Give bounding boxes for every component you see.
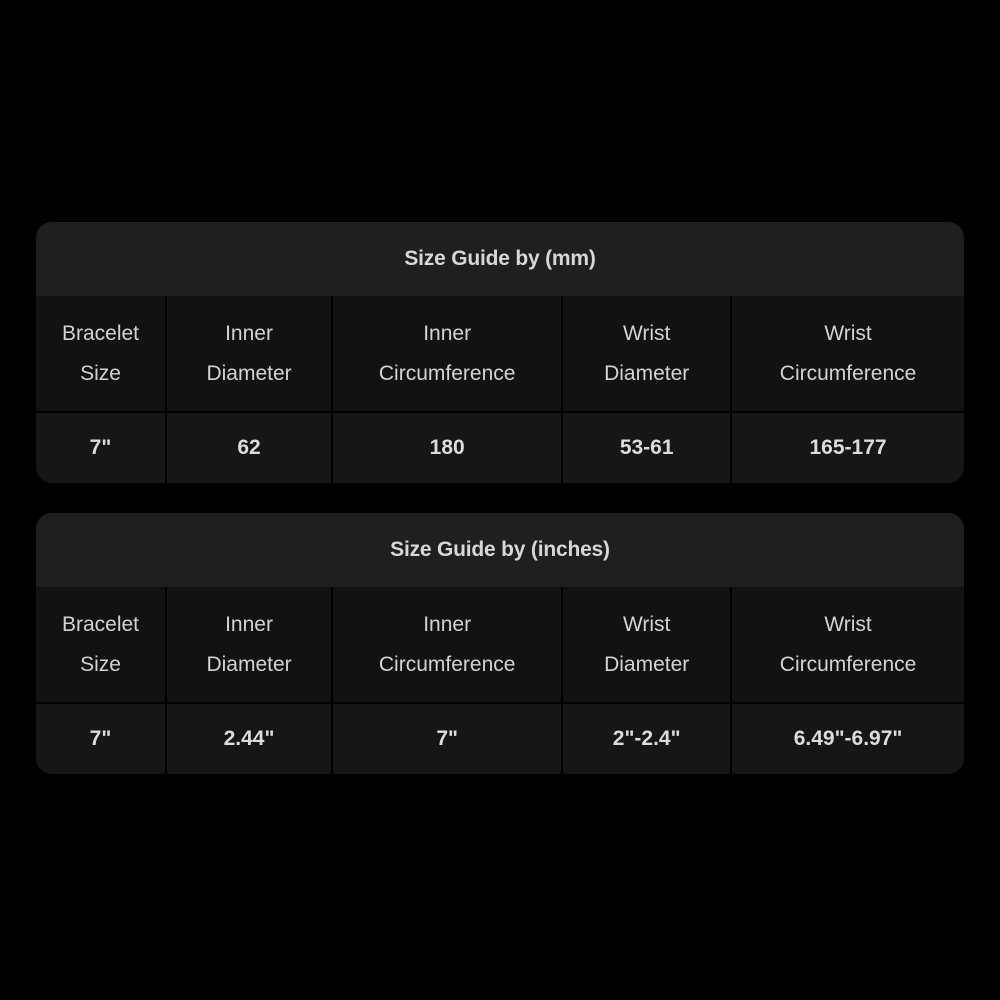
column-header-inner-circumference bbox=[331, 296, 561, 411]
cell-inner-circumference: 180 bbox=[331, 411, 561, 483]
column-header-bracelet-size bbox=[36, 587, 165, 702]
column-header-label: Bracelet Size bbox=[61, 321, 140, 385]
column-header-label: Inner Diameter bbox=[206, 612, 292, 676]
column-header-label: Wrist Circumference bbox=[779, 321, 917, 385]
column-header-label: Inner Circumference bbox=[378, 321, 516, 385]
cell-inner-diameter: 2.44" bbox=[165, 702, 331, 774]
column-header-label: Wrist Diameter bbox=[604, 321, 690, 385]
column-header-wrist-diameter bbox=[561, 296, 730, 411]
column-header-inner-circumference bbox=[331, 587, 561, 702]
table-row bbox=[36, 702, 964, 774]
header-row bbox=[36, 296, 964, 411]
table-row bbox=[36, 411, 964, 483]
cell-wrist-diameter: 2"-2.4" bbox=[561, 702, 730, 774]
header-row bbox=[36, 587, 964, 702]
column-header-inner-diameter bbox=[165, 296, 331, 411]
cell-inner-circumference: 7" bbox=[331, 702, 561, 774]
size-guide-table-mm bbox=[36, 222, 964, 483]
size-guide-section bbox=[36, 222, 964, 774]
column-header-label: Inner Circumference bbox=[378, 612, 516, 676]
column-header-label: Bracelet Size bbox=[61, 612, 140, 676]
column-header-label: Inner Diameter bbox=[206, 321, 292, 385]
column-header-wrist-circumference bbox=[730, 587, 964, 702]
table-title-inches: Size Guide by (inches) bbox=[36, 513, 964, 587]
column-header-bracelet-size bbox=[36, 296, 165, 411]
cell-bracelet-size: 7" bbox=[36, 702, 165, 774]
cell-inner-diameter: 62 bbox=[165, 411, 331, 483]
column-header-wrist-diameter bbox=[561, 587, 730, 702]
cell-wrist-circumference: 6.49"-6.97" bbox=[730, 702, 964, 774]
cell-wrist-diameter: 53-61 bbox=[561, 411, 730, 483]
column-header-inner-diameter bbox=[165, 587, 331, 702]
cell-bracelet-size: 7" bbox=[36, 411, 165, 483]
column-header-wrist-circumference bbox=[730, 296, 964, 411]
column-header-label: Wrist Circumference bbox=[779, 612, 917, 676]
size-guide-table-inches bbox=[36, 513, 964, 774]
column-header-label: Wrist Diameter bbox=[604, 612, 690, 676]
table-title-mm: Size Guide by (mm) bbox=[36, 222, 964, 296]
cell-wrist-circumference: 165-177 bbox=[730, 411, 964, 483]
